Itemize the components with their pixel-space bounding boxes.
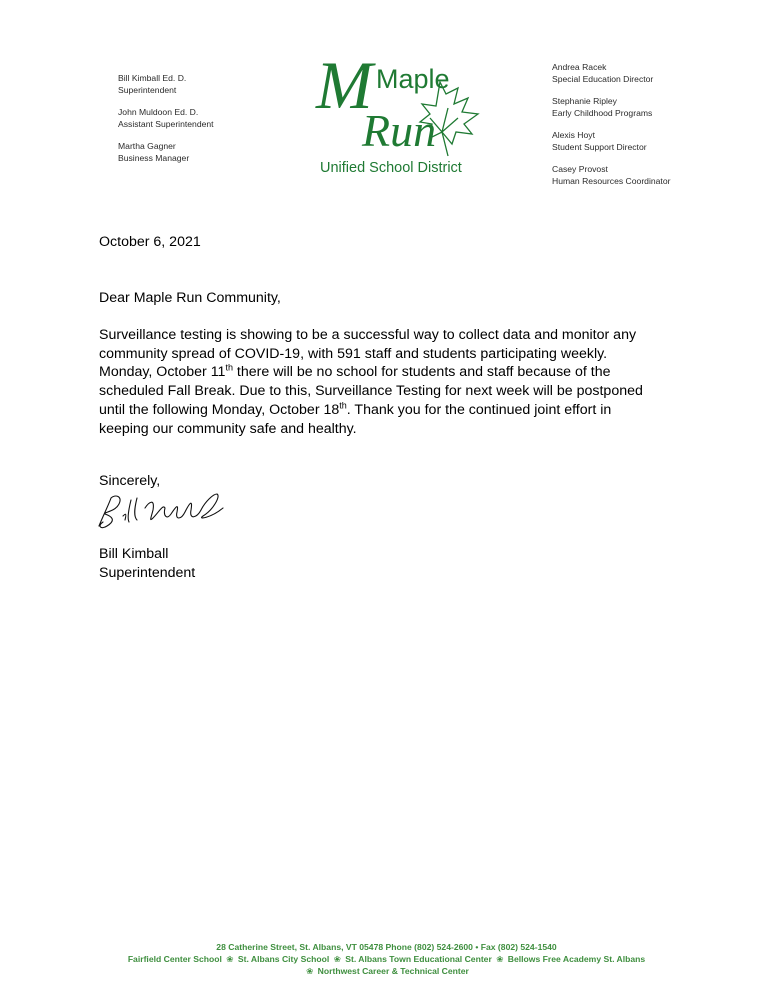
leaf-icon: ❀ — [226, 954, 234, 964]
staff-entry — [552, 96, 670, 119]
ordinal-suffix: th — [225, 362, 233, 373]
staff-name: Stephanie Ripley — [552, 96, 617, 106]
leaf-icon: ❀ — [306, 966, 314, 976]
staff-title: Business Manager — [118, 152, 190, 163]
staff-name: Martha Gagner — [118, 141, 176, 151]
logo-word-maple: Maple — [376, 64, 450, 94]
staff-entry — [552, 164, 670, 187]
school-name: St. Albans City School — [237, 954, 330, 964]
logo-word-run: Run — [362, 105, 437, 156]
staff-entry — [118, 141, 214, 164]
staff-title: Human Resources Coordinator — [552, 175, 671, 186]
staff-name: Bill Kimball Ed. D. — [118, 73, 187, 83]
staff-name: Casey Provost — [552, 164, 608, 174]
school-name: Northwest Career & Technical Center — [317, 966, 469, 976]
ordinal-suffix: th — [339, 400, 347, 411]
staff-title: Assistant Superintendent — [118, 118, 214, 129]
footer-schools-line — [0, 965, 773, 977]
staff-title: Superintendent — [118, 84, 177, 95]
staff-name: Andrea Racek — [552, 62, 607, 72]
school-name: Fairfield Center School — [127, 954, 222, 964]
staff-entry — [552, 62, 670, 85]
footer-address: 28 Catherine Street, St. Albans, VT 05478 Phone (802) 524-2600 • Fax (802) 524-1540 — [216, 942, 557, 952]
letter-date: October 6, 2021 — [99, 234, 201, 250]
letter-footer — [0, 941, 773, 977]
staff-title: Student Support Director — [552, 141, 647, 152]
staff-title: Special Education Director — [552, 73, 654, 84]
letter-salutation: Dear Maple Run Community, — [99, 290, 281, 306]
letter-closing: Sincerely, — [99, 473, 161, 489]
staff-title: Early Childhood Programs — [552, 107, 653, 118]
body-text-part: there will be no school for students and staff because of the scheduled Fall Break. Due to this, Surveillance Testing for next week will be postponed until the following Monday, October 18 — [99, 364, 643, 418]
staff-name: John Muldoon Ed. D. — [118, 107, 199, 117]
signer-title: Superintendent — [99, 565, 196, 581]
letter-body — [99, 326, 659, 438]
staff-entry — [552, 130, 670, 153]
logo-big-m: M — [316, 47, 373, 123]
handwritten-signature — [93, 490, 233, 532]
body-text-part: Surveillance testing is showing to be a successful way to collect data and monitor any community spread of COVID-19, with 591 staff and students participating weekly. Monday, October 11 — [99, 327, 637, 381]
logo-subtitle: Unified School District — [320, 160, 462, 176]
leaf-icon: ❀ — [333, 954, 341, 964]
left-staff-list — [118, 73, 214, 175]
staff-entry — [118, 73, 214, 96]
staff-entry — [118, 107, 214, 130]
school-name: St. Albans Town Educational Center — [345, 954, 492, 964]
maple-run-logo — [312, 26, 492, 178]
signer-name: Bill Kimball — [99, 546, 169, 562]
staff-name: Alexis Hoyt — [552, 130, 595, 140]
footer-schools-line — [0, 953, 773, 965]
leaf-icon: ❀ — [496, 954, 504, 964]
right-staff-list — [552, 62, 670, 198]
school-name: Bellows Free Academy St. Albans — [507, 954, 646, 964]
body-text-part: . Thank you for the continued joint effort in keeping our community safe and healthy. — [99, 401, 612, 437]
